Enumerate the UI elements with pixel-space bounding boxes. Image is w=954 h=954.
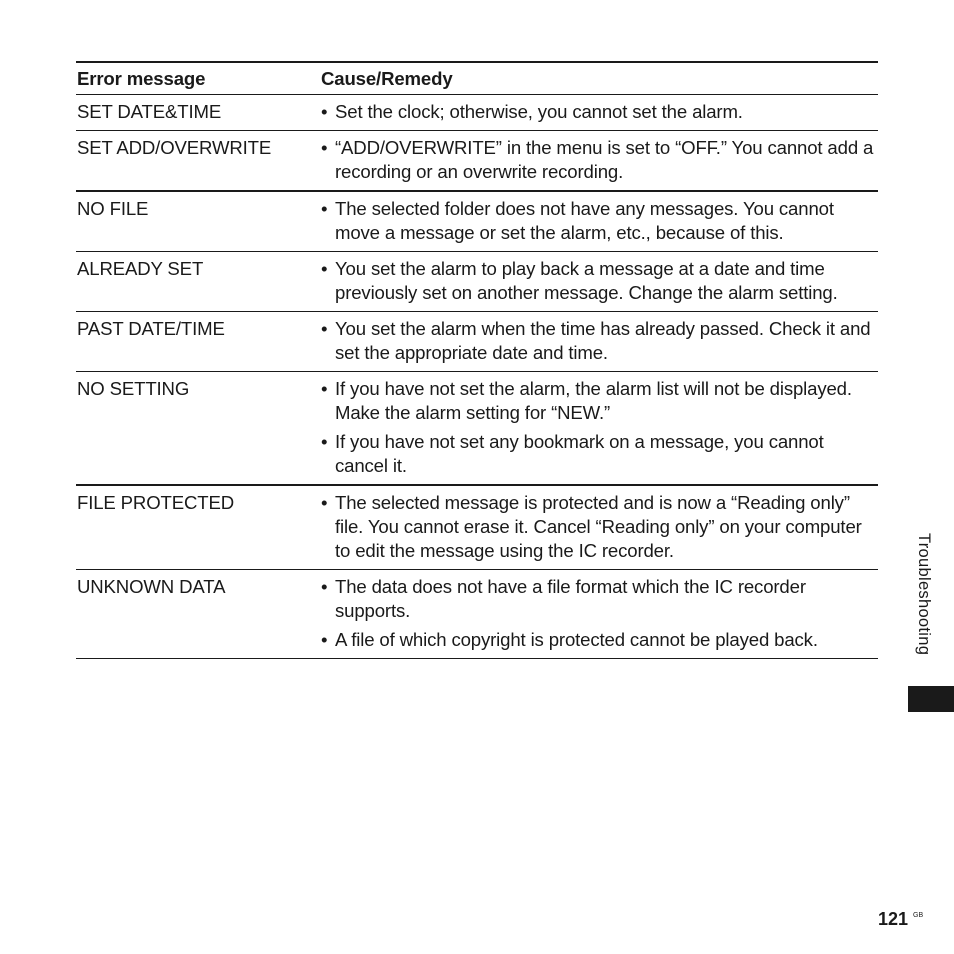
- error-message-cell: ALREADY SET: [77, 258, 204, 279]
- remedy-item: [320, 100, 878, 124]
- cause-remedy-cell: [320, 372, 878, 486]
- remedy-item: [320, 430, 878, 478]
- remedy-text: You set the alarm when the time has already passed. Check it and set the appropriate date and time.: [335, 318, 871, 363]
- header-cause-remedy: Cause/Remedy: [321, 68, 453, 89]
- bullet-icon: •: [321, 198, 328, 219]
- remedy-list: [320, 491, 878, 563]
- remedy-text: The selected message is protected and is now a “Reading only” file. You cannot erase it. Cancel “Reading only” on your computer to edit the message using the IC recorder.: [335, 492, 862, 561]
- bullet-icon: •: [321, 576, 328, 597]
- remedy-text: Set the clock; otherwise, you cannot set the alarm.: [335, 101, 743, 122]
- remedy-list: [320, 377, 878, 478]
- cause-remedy-cell: [320, 570, 878, 659]
- bullet-icon: •: [321, 378, 328, 399]
- bullet-icon: •: [321, 258, 328, 279]
- remedy-text: A file of which copyright is protected cannot be played back.: [335, 629, 818, 650]
- cause-remedy-cell: [320, 191, 878, 252]
- remedy-text: “ADD/OVERWRITE” in the menu is set to “OFF.” You cannot add a recording or an overwrite recording.: [335, 137, 874, 182]
- table-row: [76, 485, 878, 570]
- cause-remedy-cell: [320, 312, 878, 372]
- remedy-item: [320, 136, 878, 184]
- remedy-list: [320, 257, 878, 305]
- remedy-list: [320, 100, 878, 124]
- bullet-icon: •: [321, 492, 328, 513]
- remedy-list: [320, 136, 878, 184]
- error-message-cell: PAST DATE/TIME: [77, 318, 225, 339]
- table-row: [76, 372, 878, 486]
- remedy-item: [320, 575, 878, 623]
- error-message-table: [76, 61, 878, 659]
- bullet-icon: •: [321, 101, 328, 122]
- error-message-cell: NO FILE: [77, 198, 149, 219]
- remedy-text: The selected folder does not have any messages. You cannot move a message or set the alarm, etc., because of this.: [335, 198, 834, 243]
- remedy-item: [320, 377, 878, 425]
- table-row: [76, 252, 878, 312]
- remedy-text: If you have not set the alarm, the alarm list will not be displayed. Make the alarm setting for “NEW.”: [335, 378, 852, 423]
- bullet-icon: •: [321, 137, 328, 158]
- cause-remedy-cell: [320, 485, 878, 570]
- error-message-cell: SET DATE&TIME: [77, 101, 222, 122]
- remedy-item: [320, 317, 878, 365]
- region-code: GB: [913, 912, 924, 919]
- bullet-icon: •: [321, 629, 328, 650]
- cause-remedy-cell: [320, 131, 878, 192]
- remedy-list: [320, 197, 878, 245]
- remedy-list: [320, 575, 878, 652]
- section-tab-marker: [908, 686, 954, 712]
- error-message-cell: SET ADD/OVERWRITE: [77, 137, 272, 158]
- error-message-cell: FILE PROTECTED: [77, 492, 235, 513]
- bullet-icon: •: [321, 431, 328, 452]
- error-message-cell: UNKNOWN DATA: [77, 576, 226, 597]
- remedy-item: [320, 628, 878, 652]
- remedy-text: If you have not set any bookmark on a message, you cannot cancel it.: [335, 431, 824, 476]
- bullet-icon: •: [321, 318, 328, 339]
- table-row: [76, 191, 878, 252]
- table-row: [76, 131, 878, 192]
- error-message-cell: NO SETTING: [77, 378, 190, 399]
- remedy-item: [320, 491, 878, 563]
- table-row: [76, 95, 878, 131]
- remedy-item: [320, 197, 878, 245]
- page-number: 121: [878, 909, 909, 929]
- remedy-text: You set the alarm to play back a message at a date and time previously set on another message. Change the alarm setting.: [335, 258, 838, 303]
- cause-remedy-cell: [320, 95, 878, 131]
- remedy-list: [320, 317, 878, 365]
- table-header-row: [76, 62, 878, 95]
- remedy-text: The data does not have a file format which the IC recorder supports.: [335, 576, 806, 621]
- table-row: [76, 570, 878, 659]
- section-label-troubleshooting: Troubleshooting: [915, 533, 933, 656]
- header-error-message: Error message: [77, 68, 206, 89]
- cause-remedy-cell: [320, 252, 878, 312]
- table-row: [76, 312, 878, 372]
- remedy-item: [320, 257, 878, 305]
